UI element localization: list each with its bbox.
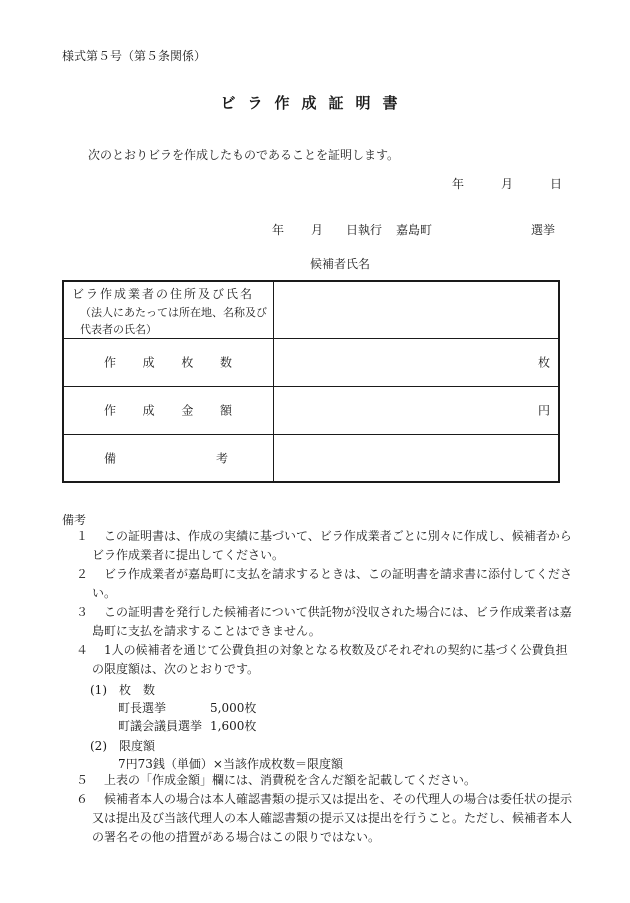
vendor-sublabel-1: （法人にあたっては所在地、名称及び	[80, 306, 267, 319]
note-item: １ この証明書は、作成の実績に基づいて、ビラ作成業者ごとに別々に作成し、候補者からビラ作成業者に提出してください。	[76, 529, 572, 562]
amount-unit: 円	[537, 403, 550, 418]
election-month: 月	[311, 223, 324, 237]
election-type: 選挙	[531, 223, 556, 237]
vendor-label: ビラ作成業者の住所及び氏名	[72, 287, 255, 301]
note-item: ６ 候補者本人の場合は本人確認書類の提示又は提出を、その代理人の場合は委任状の提示又は提出及び当該代理人の本人確認書類の提示又は提出を行うこと。ただし、候補者本人の署名その他の措置がある場合はこの限りではない。	[76, 792, 573, 844]
candidate-name-label: 候補者氏名	[310, 257, 371, 271]
date-day: 日	[550, 177, 563, 191]
note-item: ２ ビラ作成業者が嘉島町に支払を請求するときは、この証明書を請求書に添付してください。	[76, 567, 573, 600]
form-number: 様式第５号（第５条関係）	[62, 49, 207, 63]
amount-value-cell[interactable]	[274, 386, 560, 434]
sub-item-quantity: (1) 枚 数	[90, 683, 155, 697]
quantity-label: 作 成 枚 数	[104, 355, 232, 370]
quantity-unit: 枚	[537, 355, 550, 370]
amount-label-cell	[63, 386, 274, 434]
sub-item-limit: (2) 限度額	[90, 739, 155, 753]
mayor-election-value: 5,000枚	[210, 701, 257, 715]
remarks-value-cell[interactable]	[274, 434, 560, 482]
election-year: 年	[272, 223, 285, 237]
vendor-label-cell	[63, 281, 274, 338]
date-month: 月	[501, 177, 514, 191]
table-row	[63, 338, 559, 386]
vendor-value-cell[interactable]	[274, 281, 560, 338]
certificate-table	[62, 280, 560, 483]
mayor-election-label: 町長選挙	[118, 701, 167, 715]
election-held: 日執行	[346, 223, 383, 237]
notes-heading: 備考	[62, 513, 87, 527]
council-election-value: 1,600枚	[210, 719, 257, 733]
remarks-label: 備 考	[104, 451, 228, 466]
note-item: ５ 上表の「作成金額」欄には、消費税を含んだ額を記載してください。	[76, 773, 477, 787]
election-town: 嘉島町	[396, 223, 433, 237]
limit-formula: 7円73銭（単価）×当該作成枚数＝限度額	[118, 757, 343, 771]
remarks-label-cell	[63, 434, 274, 482]
document-title: ビラ作成証明書	[220, 94, 410, 112]
table-row	[63, 434, 559, 482]
note-item: ３ この証明書を発行した候補者について供託物が没収された場合には、ビラ作成業者は嘉島町に支払を請求することはできません。	[76, 605, 572, 638]
intro-text: 次のとおりビラを作成したものであることを証明します。	[88, 148, 400, 162]
note-item: ４ 1人の候補者を通じて公費負担の対象となる枚数及びそれぞれの契約に基づく公費負担の限度額は、次のとおりです。	[76, 643, 568, 676]
table-row	[63, 386, 559, 434]
quantity-label-cell	[63, 338, 274, 386]
council-election-label: 町議会議員選挙	[118, 719, 203, 733]
amount-label: 作 成 金 額	[104, 403, 232, 418]
quantity-value-cell[interactable]	[274, 338, 560, 386]
date-year: 年	[452, 177, 465, 191]
vendor-sublabel-2: 代表者の氏名）	[80, 323, 157, 336]
table-row	[63, 281, 559, 338]
